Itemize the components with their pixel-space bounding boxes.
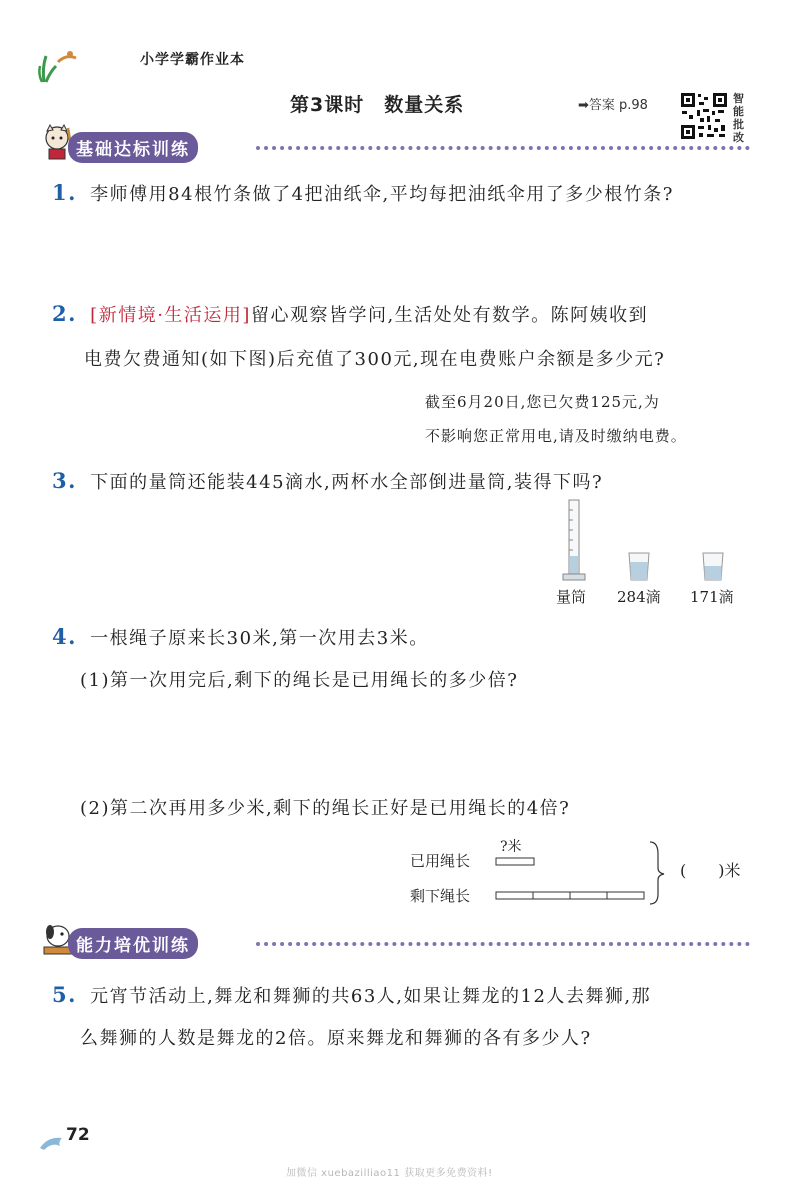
used-length-label: 已用绳长 xyxy=(410,852,471,870)
question-5-line-2: 么舞狮的人数是舞龙的2倍。原来舞龙和舞狮的各有多少人? xyxy=(80,1028,592,1049)
total-meters-blank[interactable]: ( )米 xyxy=(680,861,741,880)
question-3 xyxy=(52,468,603,494)
graduated-cylinder-icon xyxy=(562,498,586,584)
qr-label: 智能批改 xyxy=(733,92,744,144)
question-number: 1. xyxy=(52,180,77,205)
unknown-meters-label: ?米 xyxy=(500,839,522,855)
question-number: 3. xyxy=(52,468,77,493)
section-divider xyxy=(256,146,750,150)
question-5 xyxy=(52,982,651,1008)
section-basic-banner xyxy=(40,132,750,160)
question-number: 5. xyxy=(52,982,77,1007)
question-4 xyxy=(52,624,429,650)
question-text: 一根绳子原来长30米,第一次用去3米。 xyxy=(90,628,429,649)
cup-284-label: 284滴 xyxy=(617,588,661,606)
question-1 xyxy=(52,180,674,206)
section-basic-label: 基础达标训练 xyxy=(68,132,198,163)
segment-diagram xyxy=(494,840,674,906)
answer-reference: ➡答案 p.98 xyxy=(578,98,648,113)
page-number: 72 xyxy=(66,1125,90,1145)
question-2-line-2: 电费欠费通知(如下图)后充值了300元,现在电费账户余额是多少元? xyxy=(84,349,666,370)
cup-171-label: 171滴 xyxy=(690,588,734,606)
question-2 xyxy=(52,301,648,327)
footer-watermark: 加微信 xuebazilliao11 获取更多免费资料! xyxy=(286,1168,493,1179)
cup-284-icon xyxy=(626,550,652,582)
bill-notice-line-1: 截至6月20日,您已欠费125元,为 xyxy=(425,393,660,411)
remaining-length-label: 剩下绳长 xyxy=(410,887,471,905)
dolphin-icon xyxy=(38,1132,66,1152)
bill-notice-line-2: 不影响您正常用电,请及时缴纳电费。 xyxy=(425,427,687,445)
book-title: 小学学霸作业本 xyxy=(140,52,245,68)
section-advanced-label: 能力培优训练 xyxy=(68,928,198,959)
question-number: 4. xyxy=(52,624,77,649)
question-4-part-2: (2)第二次再用多少米,剩下的绳长正好是已用绳长的4倍? xyxy=(80,798,571,819)
question-number: 2. xyxy=(52,301,77,326)
question-text: 李师傅用84根竹条做了4把油纸伞,平均每把油纸伞用了多少根竹条? xyxy=(90,184,674,205)
context-tag: [新情境·生活运用] xyxy=(90,305,251,326)
section-divider xyxy=(256,942,750,946)
cup-171-icon xyxy=(700,550,726,582)
question-text: 元宵节活动上,舞龙和舞狮的共63人,如果让舞龙的12人去舞狮,那 xyxy=(90,986,652,1007)
page-title: 第3课时 数量关系 xyxy=(290,94,465,116)
question-text: 下面的量筒还能装445滴水,两杯水全部倒进量筒,装得下吗? xyxy=(90,472,604,493)
cylinder-label: 量筒 xyxy=(556,588,587,606)
section-advanced-banner xyxy=(40,928,750,956)
question-4-part-1: (1)第一次用完后,剩下的绳长是已用绳长的多少倍? xyxy=(80,670,519,691)
question-text: 留心观察皆学问,生活处处有数学。陈阿姨收到 xyxy=(250,305,649,326)
book-logo-icon xyxy=(36,44,80,84)
